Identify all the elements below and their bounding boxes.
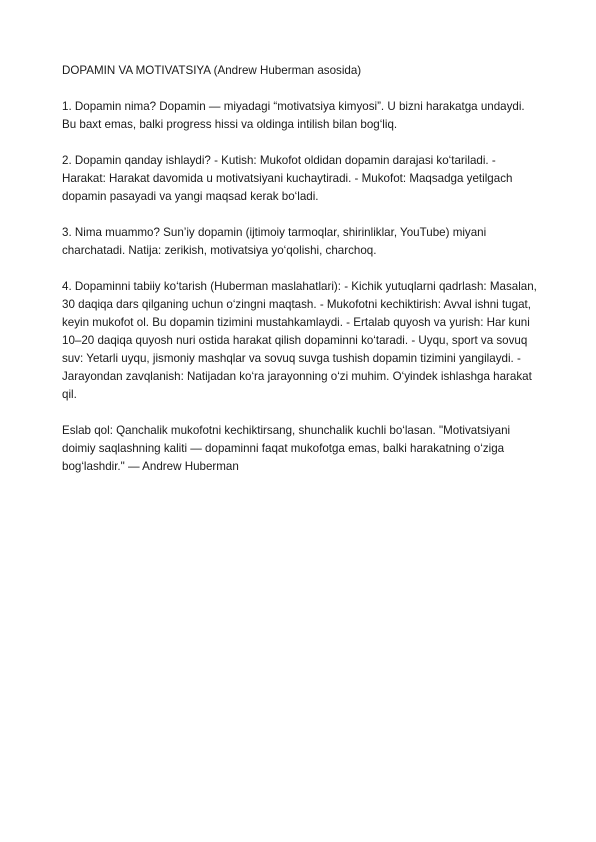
- paragraph-natural-boost: 4. Dopaminni tabiiy ko‘tarish (Huberman maslahatlari): - Kichik yutuqlarni qadrlash: Masalan, 30 daqiqa dars qilganing uchun o‘zingni maqtash. - Mukofotni kechiktirish: Avval ishni tugat, keyin mukofot ol. Bu dopamin tizimini mustahkamlaydi. - Ertalab quyosh va yurish: Har kuni 10–20 daqiqa quyosh nuri ostida harakat qilish dopaminni ko‘taradi. - Uyqu, sport va sovuq suv: Yetarli uyqu, jismoniy mashqlar va sovuq suvga tushish dopamin tizimini yangilaydi. - Jarayondan zavqlanish: Natijadan ko‘ra jarayonning o‘zi muhim. O‘yindek ishlashga harakat qil.: [62, 280, 537, 401]
- paragraph-remember: Eslab qol: Qanchalik mukofotni kechiktirsang, shunchalik kuchli bo‘lasan. "Motivatsiyani doimiy saqlashning kaliti — dopaminni faqat mukofotga emas, balki harakatning o‘ziga bog‘lashdir." — Andrew Huberman: [62, 424, 511, 473]
- paragraph-the-problem: 3. Nima muammo? Sun’iy dopamin (ijtimoiy tarmoqlar, shirinliklar, YouTube) miyani charchatadi. Natija: zerikish, motivatsiya yo‘qolishi, charchoq.: [62, 226, 487, 257]
- paragraph-how-dopamine-works: 2. Dopamin qanday ishlaydi? - Kutish: Mukofot oldidan dopamin darajasi ko‘tariladi. - Harakat: Harakat davomida u motivatsiyani kuchaytiradi. - Mukofot: Maqsadga yetilgach dopamin pasayadi va yangi maqsad kerak bo‘ladi.: [62, 154, 513, 203]
- paragraph-what-is-dopamine: 1. Dopamin nima? Dopamin — miyadagi “motivatsiya kimyosi”. U bizni harakatga undaydi. Bu baxt emas, balki progress hissi va oldinga intilish bilan bog‘liq.: [62, 100, 525, 131]
- document-title: DOPAMIN VA MOTIVATSIYA (Andrew Huberman asosida): [62, 64, 362, 77]
- document-body: [62, 62, 538, 494]
